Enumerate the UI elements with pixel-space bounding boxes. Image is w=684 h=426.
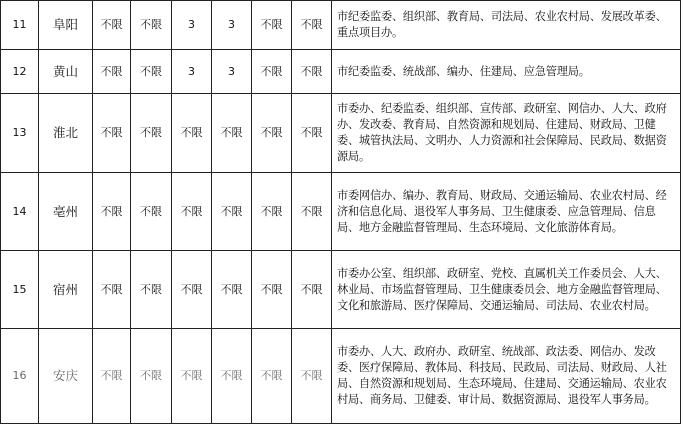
city-name: 亳州 [39, 173, 93, 251]
limit-cell: 3 [212, 50, 252, 94]
limit-cell: 不限 [212, 173, 252, 251]
city-name: 淮北 [39, 94, 93, 173]
city-name: 宿州 [39, 251, 93, 329]
limit-cell: 不限 [212, 251, 252, 329]
limit-cell: 不限 [212, 94, 252, 173]
department-list: 市委网信办、编办、教育局、财政局、交通运输局、农业农村局、经济和信息化局、退役军人事务局、卫生健康委、应急管理局、信息局、地方金融监督管理局、生态环境局、文化旅游体育局。 [332, 173, 681, 251]
limit-cell: 不限 [93, 94, 131, 173]
limit-cell: 不限 [93, 329, 131, 424]
row-number: 11 [1, 1, 39, 50]
limit-cell: 不限 [172, 329, 212, 424]
limit-cell: 不限 [131, 94, 172, 173]
limit-cell: 不限 [131, 50, 172, 94]
city-name: 安庆 [39, 329, 93, 424]
limit-cell: 不限 [93, 251, 131, 329]
row-number: 14 [1, 173, 39, 251]
limit-cell: 不限 [131, 329, 172, 424]
city-name: 阜阳 [39, 1, 93, 50]
row-number: 15 [1, 251, 39, 329]
row-number: 16 [1, 329, 39, 424]
department-list: 市纪委监委、组织部、教育局、司法局、农业农村局、发展改革委、重点项目办。 [332, 1, 681, 50]
limit-cell: 不限 [252, 173, 292, 251]
table-row [1, 1, 681, 50]
limit-cell: 不限 [93, 50, 131, 94]
limit-cell: 不限 [252, 251, 292, 329]
limit-cell: 不限 [172, 173, 212, 251]
limit-cell: 不限 [212, 329, 252, 424]
department-list: 市委办、人大、政府办、政研室、统战部、政法委、网信办、发改委、医疗保障局、教体局、科技局、民政局、司法局、财政局、人社局、自然资源和规划局、生态环境局、住建局、交通运输局、农业农村局、商务局、卫健委、审计局、数据资源局、退役军人事务局。 [332, 329, 681, 424]
limit-cell: 不限 [252, 50, 292, 94]
limit-cell: 不限 [252, 329, 292, 424]
limit-cell: 不限 [93, 1, 131, 50]
limit-cell: 不限 [292, 94, 332, 173]
row-number: 12 [1, 50, 39, 94]
limit-cell: 不限 [292, 251, 332, 329]
limit-cell: 不限 [172, 94, 212, 173]
table-row [1, 173, 681, 251]
table-row [1, 94, 681, 173]
table-row [1, 50, 681, 94]
limit-cell: 3 [212, 1, 252, 50]
city-name: 黄山 [39, 50, 93, 94]
table-row [1, 329, 681, 424]
limit-cell: 不限 [292, 173, 332, 251]
limit-cell: 不限 [292, 50, 332, 94]
limit-cell: 不限 [172, 251, 212, 329]
limit-cell: 不限 [292, 329, 332, 424]
limit-cell: 3 [172, 50, 212, 94]
table-row [1, 251, 681, 329]
limit-cell: 不限 [252, 1, 292, 50]
department-list: 市纪委监委、统战部、编办、住建局、应急管理局。 [332, 50, 681, 94]
limit-cell: 不限 [292, 1, 332, 50]
department-list: 市委办公室、组织部、政研室、党校、直属机关工作委员会、人大、林业局、市场监督管理局、卫生健康委员会、地方金融监督管理局、文化和旅游局、医疗保障局、交通运输局、司法局、农业农村局。 [332, 251, 681, 329]
limit-cell: 不限 [131, 173, 172, 251]
limit-cell: 不限 [252, 94, 292, 173]
limit-cell: 不限 [131, 251, 172, 329]
row-number: 13 [1, 94, 39, 173]
department-list: 市委办、纪委监委、组织部、宣传部、政研室、网信办、人大、政府办、发改委、教育局、自然资源和规划局、住建局、财政局、卫健委、城管执法局、文明办、人力资源和社会保障局、民政局、数据资源局。 [332, 94, 681, 173]
limit-cell: 不限 [93, 173, 131, 251]
limit-cell: 3 [172, 1, 212, 50]
limit-cell: 不限 [131, 1, 172, 50]
